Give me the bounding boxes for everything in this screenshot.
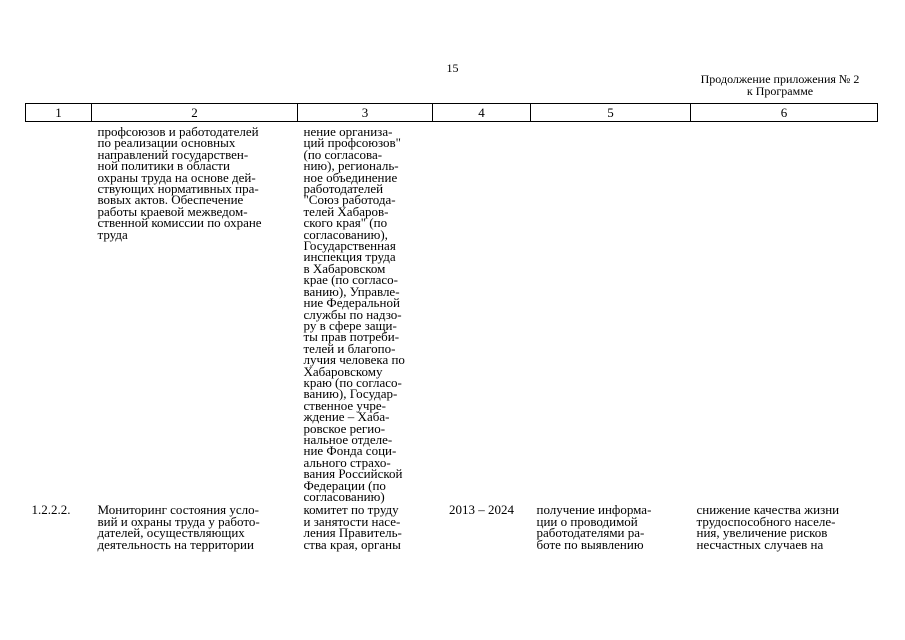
cell-text-line: боте по выявлению <box>536 536 644 552</box>
item-number-cell <box>26 502 92 550</box>
cell-text-line: нение организа- <box>303 124 393 139</box>
cell-text-line: ное объединение <box>303 169 398 185</box>
cell-text-line: телей и благопо- <box>303 340 396 356</box>
cell-text-line: лучия человека по <box>303 352 405 368</box>
cell-text-line: комитет по труду <box>303 502 399 518</box>
cell-text-line: 1.2.2.2. <box>31 502 71 518</box>
column-number: 1 <box>26 104 92 122</box>
page-number: 15 <box>446 61 459 75</box>
cell-text-line: ствующих нормативных пра- <box>97 181 259 197</box>
cell-text-line: в Хабаровском <box>303 260 386 276</box>
cell-text-line: (по согласова- <box>303 146 383 162</box>
column-number: 2 <box>92 104 298 122</box>
cell-text-line: направлений государствен- <box>97 146 249 162</box>
cell-text-line: трудоспособного населе- <box>696 513 836 529</box>
cell-text-line: Государственная <box>303 238 396 254</box>
cell-text-line: "Союз работода- <box>303 192 396 208</box>
cell-text-line: работодателей <box>303 181 384 197</box>
cell-text-line: работы краевой межведом- <box>97 203 248 219</box>
cell-text-line: вовых актов. Обеспечение <box>97 192 244 208</box>
cell-text-line: вания Российской <box>303 466 403 482</box>
continuation-line: к Программе <box>746 84 814 98</box>
activity-cell <box>92 502 298 550</box>
executor-cell <box>298 122 433 503</box>
cell-text-line: ния, увеличение рисков <box>696 525 828 541</box>
executor-cell <box>298 502 433 550</box>
cell-text-line: Федерации (по <box>303 477 386 493</box>
cell-text-line: ального страхо- <box>303 454 391 470</box>
cell-text-line: охраны труда на основе дей- <box>97 169 256 185</box>
cell-text-line: ванию), Государ- <box>303 386 398 402</box>
cell-text-line: ского края" (по <box>303 215 388 231</box>
column-number: 4 <box>433 104 531 122</box>
cell-text-line: ства края, органы <box>303 536 401 552</box>
table-row <box>26 502 878 550</box>
cell-text-line: ной политики в области <box>97 158 230 174</box>
period-cell <box>433 502 531 550</box>
cell-text-line: Хабаровскому <box>303 363 383 379</box>
cell-text-line: ждение – Хаба- <box>303 409 390 425</box>
cell-text-line: ру в сфере защи- <box>303 317 397 333</box>
cell-text-line: ние Федеральной <box>303 295 400 311</box>
cell-text-line: снижение качества жизни <box>696 502 840 518</box>
cell-text-line: несчастных случаев на <box>696 536 824 552</box>
cell-text-line: крае (по согласо- <box>303 272 398 288</box>
continuation-line: Продолжение приложения № 2 <box>700 72 860 86</box>
cell-text-line: получение информа- <box>536 502 652 518</box>
program-table <box>25 103 878 550</box>
cell-text-line: согласованию), <box>303 226 388 242</box>
result-cell <box>531 122 691 503</box>
cell-text-line: труда <box>97 226 128 242</box>
cell-text-line: по реализации основных <box>97 135 236 151</box>
continuation-note <box>660 73 900 97</box>
item-number-cell <box>26 122 92 503</box>
consequence-cell <box>691 122 878 503</box>
cell-text-line: ления Правитель- <box>303 525 402 541</box>
column-number: 5 <box>531 104 691 122</box>
column-number: 6 <box>691 104 878 122</box>
cell-text-line: согласованию) <box>303 489 385 504</box>
cell-text-line: ственной комиссии по охране <box>97 215 262 231</box>
cell-text-line: работодателями ра- <box>536 525 645 541</box>
cell-text-line: краю (по согласо- <box>303 374 402 390</box>
cell-text-line: ции о проводимой <box>536 513 638 529</box>
cell-text-line: вий и охраны труда у работо- <box>97 513 260 529</box>
cell-text-line: ций профсоюзов" <box>303 135 401 151</box>
cell-text-line: ты прав потреби- <box>303 329 400 345</box>
column-number-row <box>26 104 878 122</box>
cell-text-line: инспекция труда <box>303 249 396 265</box>
result-cell <box>531 502 691 550</box>
cell-text-line: телей Хабаров- <box>303 203 389 219</box>
cell-text-line: Мониторинг состояния усло- <box>97 502 259 518</box>
cell-text-line: ние Фонда соци- <box>303 443 397 459</box>
cell-text-line: дателей, осуществляющих <box>97 525 245 541</box>
table-row <box>26 122 878 503</box>
cell-text-line: ванию), Управле- <box>303 283 400 299</box>
cell-text-line: и занятости насе- <box>303 513 401 529</box>
cell-text-line: ровское регио- <box>303 420 386 436</box>
cell-text-line: деятельность на территории <box>97 536 254 552</box>
cell-text-line: нию), региональ- <box>303 158 399 174</box>
column-number: 3 <box>298 104 433 122</box>
cell-text-line: 2013 – 2024 <box>449 502 514 518</box>
cell-text-line: службы по надзо- <box>303 306 402 322</box>
activity-cell <box>92 122 298 503</box>
cell-text-line: профсоюзов и работодателей <box>97 124 259 139</box>
consequence-cell <box>691 502 878 550</box>
cell-text-line: нальное отделе- <box>303 431 393 447</box>
cell-text-line: ственное учре- <box>303 397 387 413</box>
period-cell <box>433 122 531 503</box>
